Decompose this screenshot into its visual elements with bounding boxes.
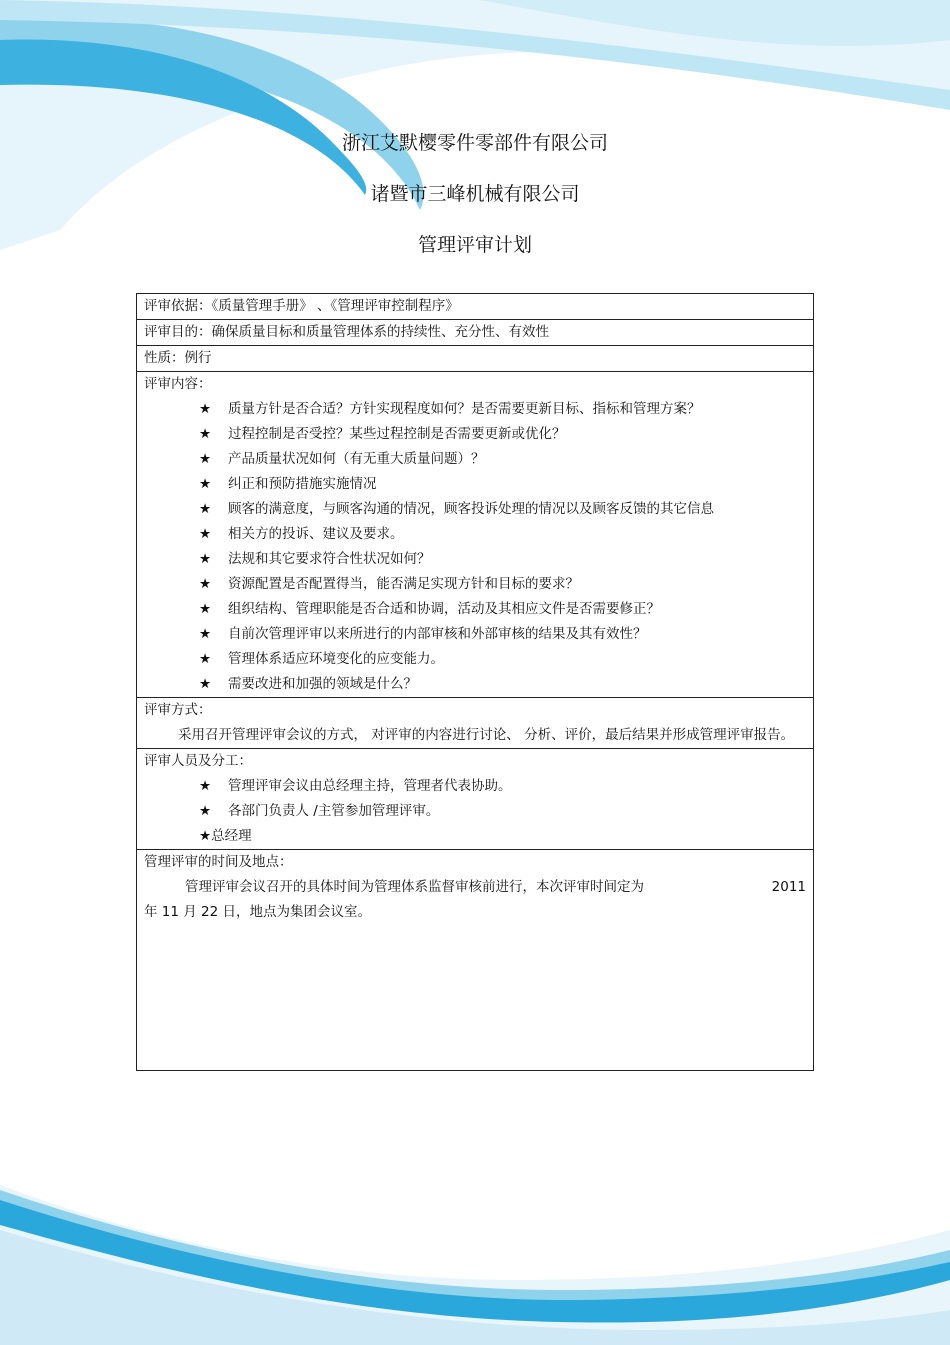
company-name-2: 诸暨市三峰机械有限公司	[370, 183, 580, 205]
time-text-1: 管理评审会议召开的具体时间为管理体系监督审核前进行，本次评审时间定为	[185, 879, 644, 895]
list-item: ★ 需要改进和加强的领域是什么？	[144, 672, 806, 697]
list-item: ★ 管理评审会议由总经理主持，管理者代表协助。	[144, 774, 806, 799]
basis-text: 评审依据：《质量管理手册》 、《管理评审控制程序》	[144, 298, 459, 314]
list-item: ★ 管理体系适应环境变化的应变能力。	[144, 647, 806, 672]
list-item: ★ 顾客的满意度，与顾客沟通的情况，顾客投诉处理的情况以及顾客反馈的其它信息	[144, 497, 806, 522]
method-text: 采用召开管理评审会议的方式， 对评审的内容进行讨论、 分析、评价，最后结果并形成管理评审报告。	[178, 727, 795, 743]
list-item: ★ 自前次管理评审以来所进行的内部审核和外部审核的结果及其有效性？	[144, 622, 806, 647]
list-item: ★ 法规和其它要求符合性状况如何？	[144, 547, 806, 572]
bottom-wave-decoration	[0, 1130, 950, 1345]
star-icon: ★	[199, 651, 212, 667]
star-icon: ★	[199, 401, 212, 417]
nature-text: 性质：例行	[144, 350, 212, 366]
content-row	[137, 372, 813, 698]
purpose-text: 评审目的：确保质量目标和质量管理体系的持续性、充分性、有效性	[144, 324, 549, 340]
method-label: 评审方式：	[144, 702, 212, 718]
content-label: 评审内容：	[144, 376, 212, 392]
purpose-row	[137, 320, 813, 346]
basis-row	[137, 294, 813, 320]
star-icon: ★	[199, 828, 212, 844]
star-icon: ★	[199, 551, 212, 567]
list-item: ★ 质量方针是否合适？方针实现程度如何？是否需要更新目标、指标和管理方案？	[144, 397, 806, 422]
list-item: ★ 纠正和预防措施实施情况	[144, 472, 806, 497]
star-icon: ★	[199, 626, 212, 642]
star-icon: ★	[199, 526, 212, 542]
list-item: ★ 过程控制是否受控？某些过程控制是否需要更新或优化？	[144, 422, 806, 447]
time-text-2: 年 11 月 22 日，地点为集团会议室。	[144, 904, 372, 920]
star-icon: ★	[199, 451, 212, 467]
time-label: 管理评审的时间及地点：	[144, 854, 293, 870]
star-icon: ★	[199, 501, 212, 517]
staff-label: 评审人员及分工：	[144, 753, 252, 769]
star-icon: ★	[199, 803, 212, 819]
list-item: ★ 资源配置是否配置得当，能否满足实现方针和目标的要求？	[144, 572, 806, 597]
star-icon: ★	[199, 576, 212, 592]
time-row	[137, 850, 813, 1070]
staff-row	[137, 749, 813, 850]
list-item: ★ 各部门负责人 /主管参加管理评审。	[144, 799, 806, 824]
review-plan-table	[136, 293, 814, 1071]
star-icon: ★	[199, 426, 212, 442]
method-row	[137, 698, 813, 749]
staff-list	[144, 774, 806, 849]
list-item: ★总经理	[199, 828, 252, 844]
company-name-1: 浙江艾默樱零件零部件有限公司	[341, 132, 608, 154]
star-icon: ★	[199, 676, 212, 692]
time-text	[144, 875, 806, 900]
star-icon: ★	[199, 601, 212, 617]
star-icon: ★	[199, 476, 212, 492]
list-item: ★ 相关方的投诉、建议及要求。	[144, 522, 806, 547]
nature-row	[137, 346, 813, 372]
time-year: 2011	[771, 879, 806, 895]
content-list	[144, 397, 806, 697]
list-item: ★ 组织结构、管理职能是否合适和协调，活动及其相应文件是否需要修正？	[144, 597, 806, 622]
star-icon: ★	[199, 778, 212, 794]
list-item: ★ 产品质量状况如何（有无重大质量问题）？	[144, 447, 806, 472]
document-title: 管理评审计划	[417, 234, 532, 256]
